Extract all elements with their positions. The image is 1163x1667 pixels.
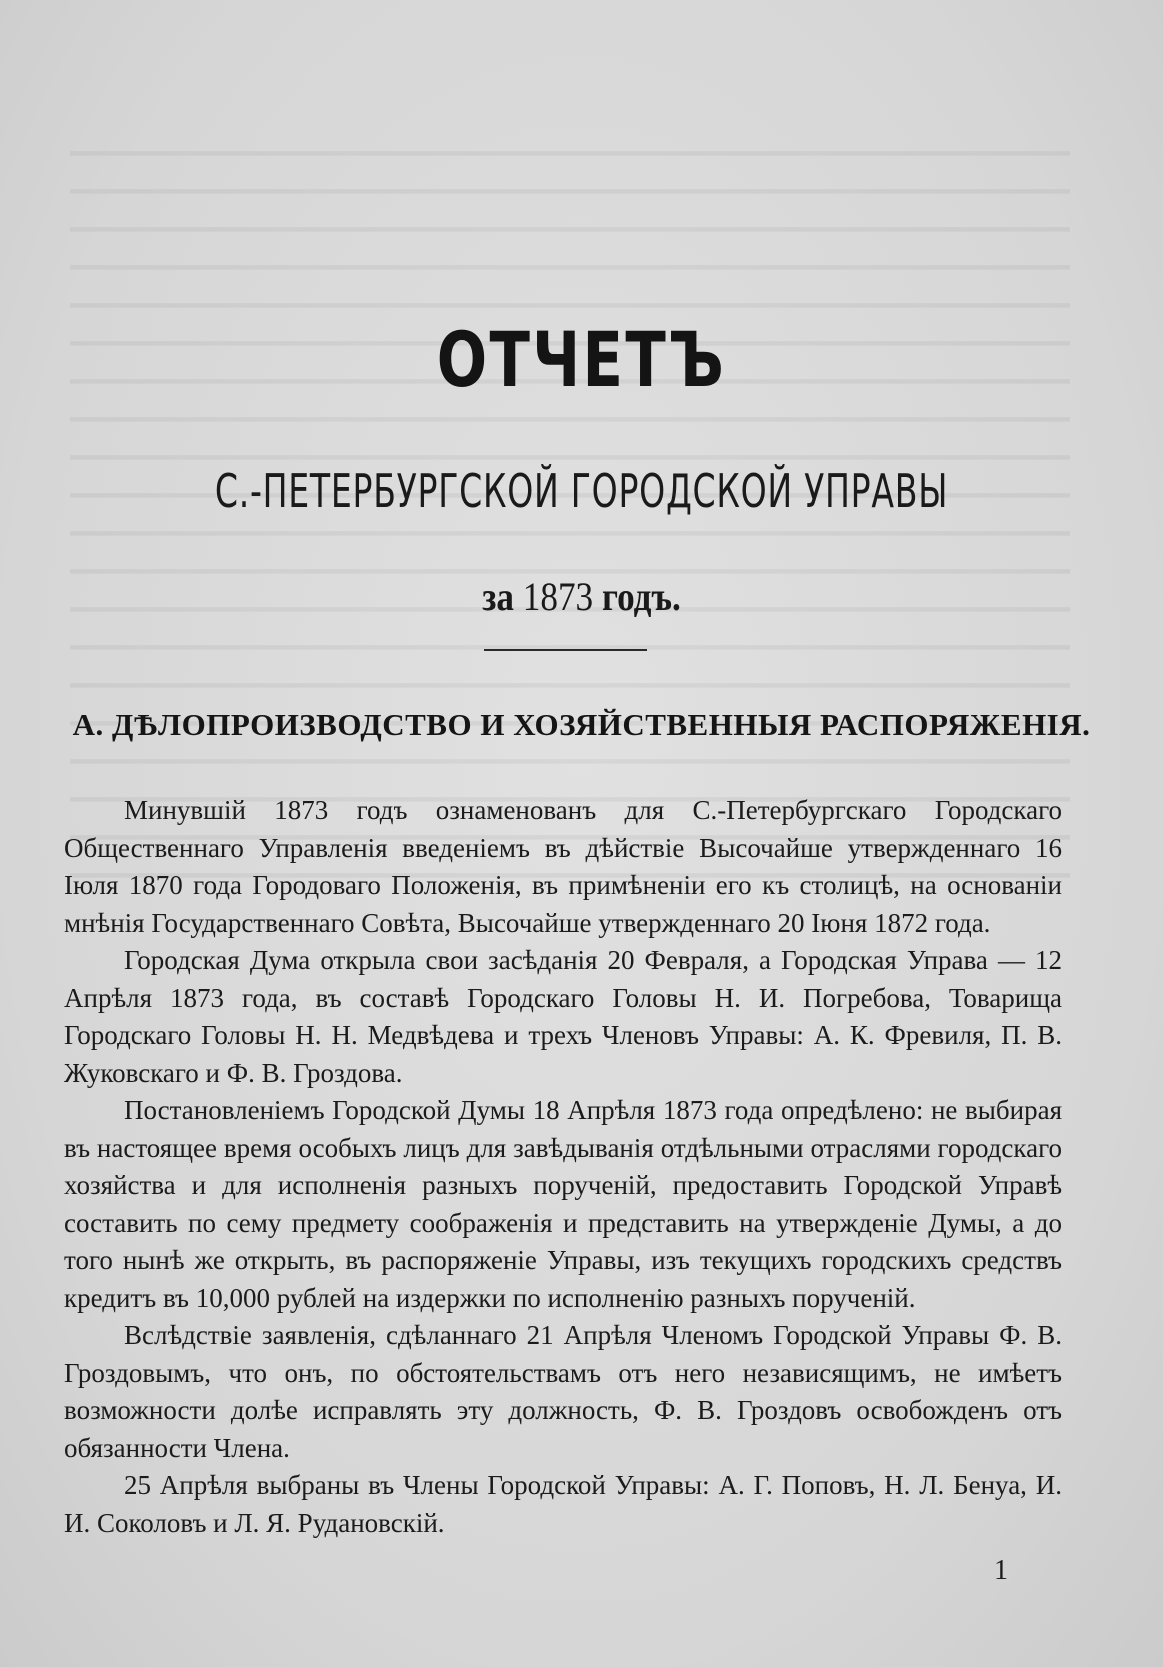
paragraph: Вслѣдствіе заявленія, сдѣланнаго 21 Апрѣля Членомъ Городской Управы Ф. В. Гроздовымъ, что онъ, по обстоятельствамъ отъ него независящимъ, не имѣетъ возможности долѣе исправлять эту должность, Ф. В. Гроздовъ освобожденъ отъ обязанности Члена. (64, 1320, 1062, 1463)
paragraph: Городская Дума открыла свои засѣданія 20 Февраля, а Городская Управа — 12 Апрѣля 1873 года, въ составѣ Городскаго Головы Н. И. Погребова, Товарища Городскаго Головы Н. Н. Медвѣдева и трехъ Членовъ Управы: А. К. Фревиля, П. В. Жуковскаго и Ф. В. Гроздова. (64, 945, 1062, 1088)
report-subtitle: С.-ПЕТЕРБУРГСКОЙ ГОРОДСКОЙ УПРАВЫ (214, 464, 949, 518)
paragraph: Постановленіемъ Городской Думы 18 Апрѣля 1873 года опредѣлено: не выбирая въ настоящее время особыхъ лицъ для завѣдыванія отдѣльными отраслями городскаго хозяйства и для исполненія разныхъ порученій, предоставить Городской Управѣ составить по сему предмету соображенія и представить на утвержденіе Думы, а до того нынѣ же открыть, въ распоряженіе Управы, изъ текущихъ городскихъ средствъ кредитъ въ 10,000 рублей на издержки по исполненію разныхъ порученій. (64, 1095, 1062, 1313)
section-heading: А. ДѢЛОПРОИЗВОДСТВО И ХОЗЯЙСТВЕННЫЯ РАСПОРЯЖЕНІЯ. (72, 707, 1091, 742)
title-divider (484, 649, 647, 651)
year-suffix: годъ. (601, 574, 681, 619)
paragraph: Минувшій 1873 годъ ознаменованъ для С.-Петербургскаго Городскаго Общественнаго Управленія введеніемъ въ дѣйствіе Высочайше утвержденнаго 16 Іюля 1870 года Городоваго Положенія, въ примѣненіи его къ столицѣ, на основаніи мнѣнія Государственнаго Совѣта, Высочайше утвержденнаго 20 Іюня 1872 года. (64, 795, 1062, 938)
report-year-line (70, 575, 1093, 619)
paragraph: 25 Апрѣля выбраны въ Члены Городской Управы: А. Г. Поповъ, Н. Л. Бенуа, И. И. Соколовъ и Л. Я. Рудановскій. (64, 1470, 1062, 1538)
year-prefix: за (482, 574, 514, 619)
report-year: 1873 (522, 574, 594, 619)
report-title: ОТЧЕТЪ (436, 315, 727, 404)
page-number: 1 (994, 1555, 1008, 1586)
body-text (64, 792, 1062, 1542)
